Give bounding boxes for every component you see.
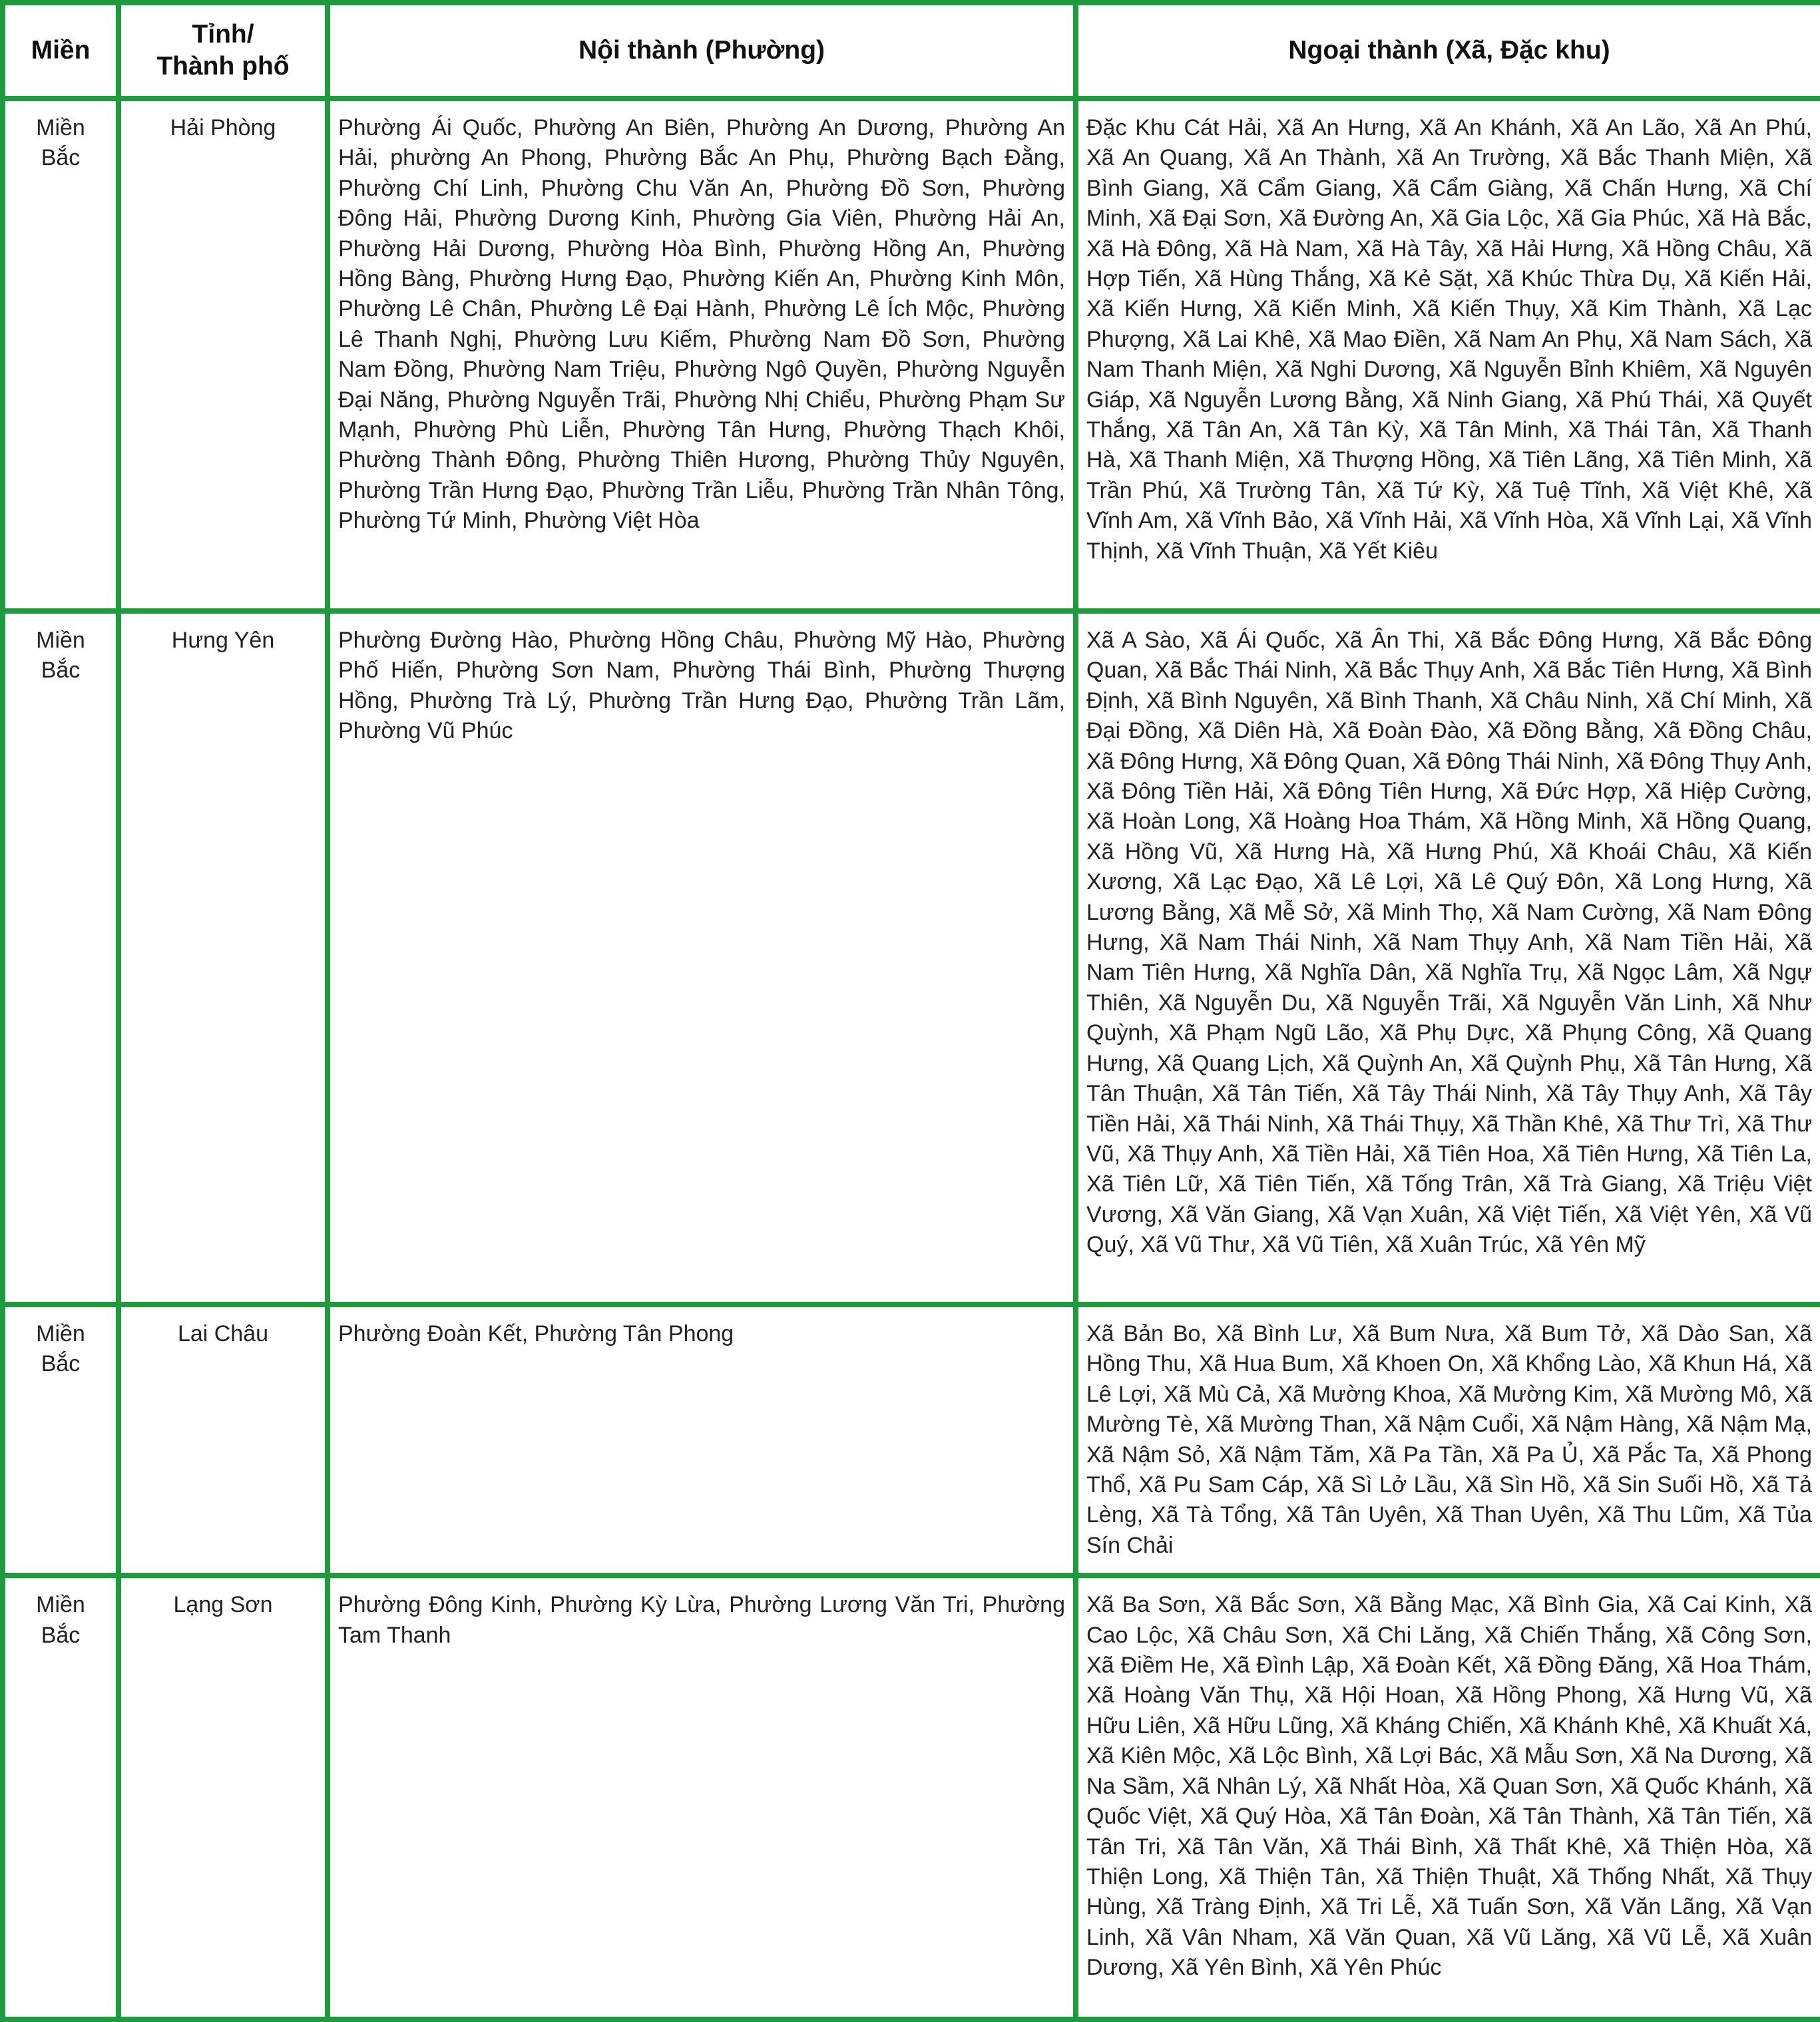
- mien-line1: Miền: [36, 628, 85, 653]
- header-noi-thanh: Nội thành (Phường): [328, 3, 1076, 99]
- cell-ngoai-thanh: Đặc Khu Cát Hải, Xã An Hưng, Xã An Khánh, Xã An Lão, Xã An Phú, Xã An Quang, Xã An Thành, Xã An Trường, Xã Bắc Thanh Miện, Xã Bình Giang, Xã Cẩm Giang, Xã Cẩm Giàng, Xã Chấn Hưng, Xã Chí Minh, Xã Đại Sơn, Xã Đường An, Xã Gia Lộc, Xã Gia Phúc, Xã Hà Bắc, Xã Hà Đông, Xã Hà Nam, Xã Hà Tây, Xã Hải Hưng, Xã Hồng Châu, Xã Hợp Tiến, Xã Hùng Thắng, Xã Kẻ Sặt, Xã Khúc Thừa Dụ, Xã Kiến Hải, Xã Kiến Hưng, Xã Kiến Minh, Xã Kiến Thụy, Xã Kim Thành, Xã Lạc Phượng, Xã Lai Khê, Xã Mao Điền, Xã Nam An Phụ, Xã Nam Sách, Xã Nam Thanh Miện, Xã Nghi Dương, Xã Nguyễn Bỉnh Khiêm, Xã Nguyên Giáp, Xã Nguyễn Lương Bằng, Xã Ninh Giang, Xã Phú Thái, Xã Quyết Thắng, Xã Tân An, Xã Tân Kỳ, Xã Tân Minh, Xã Thái Tân, Xã Thanh Hà, Xã Thanh Miện, Xã Thượng Hồng, Xã Tiên Lãng, Xã Tiên Minh, Xã Trần Phú, Xã Trường Tân, Xã Tứ Kỳ, Xã Tuệ Tĩnh, Xã Việt Khê, Xã Vĩnh Am, Xã Vĩnh Bảo, Xã Vĩnh Hải, Xã Vĩnh Hòa, Xã Vĩnh Lại, Xã Vĩnh Thịnh, Xã Vĩnh Thuận, Xã Yết Kiêu: [1076, 99, 1820, 611]
- mien-line1: Miền: [36, 1592, 85, 1618]
- cell-mien: [3, 1305, 118, 1575]
- cell-mien: [3, 99, 118, 611]
- header-row: [3, 3, 1820, 99]
- mien-line1: Miền: [36, 1321, 85, 1346]
- cell-ngoai-thanh: Xã Bản Bo, Xã Bình Lư, Xã Bum Nưa, Xã Bum Tở, Xã Dào San, Xã Hồng Thu, Xã Hua Bum, Xã Khoen On, Xã Khổng Lào, Xã Khun Há, Xã Lê Lợi, Xã Mù Cả, Xã Mường Khoa, Xã Mường Kim, Xã Mường Mô, Xã Mường Tè, Xã Mường Than, Xã Nậm Cuổi, Xã Nậm Hàng, Xã Nậm Mạ, Xã Nậm Sỏ, Xã Nậm Tăm, Xã Pa Tần, Xã Pa Ủ, Xã Pắc Ta, Xã Phong Thổ, Xã Pu Sam Cáp, Xã Sì Lở Lầu, Xã Sìn Hồ, Xã Sin Suối Hồ, Xã Tả Lèng, Xã Tà Tổng, Xã Tân Uyên, Xã Than Uyên, Xã Thu Lũm, Xã Tủa Sín Chải: [1076, 1305, 1820, 1575]
- cell-ngoai-thanh: Xã Ba Sơn, Xã Bắc Sơn, Xã Bằng Mạc, Xã Bình Gia, Xã Cai Kinh, Xã Cao Lộc, Xã Châu Sơn, Xã Chi Lăng, Xã Chiến Thắng, Xã Công Sơn, Xã Điềm He, Xã Đình Lập, Xã Đoàn Kết, Xã Đồng Đăng, Xã Hoa Thám, Xã Hoàng Văn Thụ, Xã Hội Hoan, Xã Hồng Phong, Xã Hưng Vũ, Xã Hữu Liên, Xã Hữu Lũng, Xã Kháng Chiến, Xã Khánh Khê, Xã Khuất Xá, Xã Kiên Mộc, Xã Lộc Bình, Xã Lợi Bác, Xã Mẫu Sơn, Xã Na Dương, Xã Na Sầm, Xã Nhân Lý, Xã Nhất Hòa, Xã Quan Sơn, Xã Quốc Khánh, Xã Quốc Việt, Xã Quý Hòa, Xã Tân Đoàn, Xã Tân Thành, Xã Tân Tiến, Xã Tân Tri, Xã Tân Văn, Xã Thái Bình, Xã Thất Khê, Xã Thiện Hòa, Xã Thiện Long, Xã Thiện Tân, Xã Thiện Thuật, Xã Thống Nhất, Xã Thụy Hùng, Xã Tràng Định, Xã Tri Lễ, Xã Tuấn Sơn, Xã Văn Lãng, Xã Vạn Linh, Xã Vân Nham, Xã Văn Quan, Xã Vũ Lăng, Xã Vũ Lễ, Xã Xuân Dương, Xã Yên Bình, Xã Yên Phúc: [1076, 1575, 1820, 2019]
- cell-mien: [3, 611, 118, 1305]
- cell-tinh: Hải Phòng: [118, 99, 328, 611]
- cell-noi-thanh: Phường Đường Hào, Phường Hồng Châu, Phường Mỹ Hào, Phường Phố Hiến, Phường Sơn Nam, Phường Thái Bình, Phường Thượng Hồng, Phường Trà Lý, Phường Trần Hưng Đạo, Phường Trần Lãm, Phường Vũ Phúc: [328, 611, 1076, 1305]
- mien-line2: Bắc: [41, 658, 81, 684]
- cell-tinh: Lạng Sơn: [118, 1575, 328, 2019]
- table-row: [3, 611, 1820, 1305]
- mien-line2: Bắc: [41, 1622, 81, 1648]
- cell-noi-thanh: Phường Đông Kinh, Phường Kỳ Lừa, Phường Lương Văn Tri, Phường Tam Thanh: [328, 1575, 1076, 2019]
- table-row: [3, 99, 1820, 611]
- cell-ngoai-thanh: Xã A Sào, Xã Ái Quốc, Xã Ân Thi, Xã Bắc Đông Hưng, Xã Bắc Đông Quan, Xã Bắc Thái Ninh, Xã Bắc Thụy Anh, Xã Bắc Tiên Hưng, Xã Bình Định, Xã Bình Nguyên, Xã Bình Thanh, Xã Châu Ninh, Xã Chí Minh, Xã Đại Đồng, Xã Diên Hà, Xã Đoàn Đào, Xã Đồng Bằng, Xã Đồng Châu, Xã Đông Hưng, Xã Đông Quan, Xã Đông Thái Ninh, Xã Đông Thụy Anh, Xã Đông Tiền Hải, Xã Đông Tiên Hưng, Xã Đức Hợp, Xã Hiệp Cường, Xã Hoàn Long, Xã Hoàng Hoa Thám, Xã Hồng Minh, Xã Hồng Quang, Xã Hồng Vũ, Xã Hưng Hà, Xã Hưng Phú, Xã Khoái Châu, Xã Kiến Xương, Xã Lạc Đạo, Xã Lê Lợi, Xã Lê Quý Đôn, Xã Long Hưng, Xã Lương Bằng, Xã Mễ Sở, Xã Minh Thọ, Xã Nam Cường, Xã Nam Đông Hưng, Xã Nam Thái Ninh, Xã Nam Thụy Anh, Xã Nam Tiền Hải, Xã Nam Tiên Hưng, Xã Nghĩa Dân, Xã Nghĩa Trụ, Xã Ngọc Lâm, Xã Ngự Thiên, Xã Nguyễn Du, Xã Nguyễn Trãi, Xã Nguyễn Văn Linh, Xã Như Quỳnh, Xã Phạm Ngũ Lão, Xã Phụ Dực, Xã Phụng Công, Xã Quang Hưng, Xã Quang Lịch, Xã Quỳnh An, Xã Quỳnh Phụ, Xã Tân Hưng, Xã Tân Thuận, Xã Tân Tiến, Xã Tây Thái Ninh, Xã Tây Thụy Anh, Xã Tây Tiền Hải, Xã Thái Ninh, Xã Thái Thụy, Xã Thần Khê, Xã Thư Trì, Xã Thư Vũ, Xã Thụy Anh, Xã Tiền Hải, Xã Tiên Hoa, Xã Tiên Hưng, Xã Tiên La, Xã Tiên Lữ, Xã Tiên Tiến, Xã Tống Trân, Xã Trà Giang, Xã Triệu Việt Vương, Xã Văn Giang, Xã Vạn Xuân, Xã Việt Tiến, Xã Việt Yên, Xã Vũ Quý, Xã Vũ Thư, Xã Vũ Tiên, Xã Xuân Trúc, Xã Yên Mỹ: [1076, 611, 1820, 1305]
- cell-noi-thanh: Phường Đoàn Kết, Phường Tân Phong: [328, 1305, 1076, 1575]
- header-tinh: [118, 3, 328, 99]
- table-row: [3, 1305, 1820, 1575]
- mien-line1: Miền: [36, 115, 85, 140]
- cell-tinh: Lai Châu: [118, 1305, 328, 1575]
- header-mien: Miền: [3, 3, 118, 99]
- header-ngoai-thanh: Ngoại thành (Xã, Đặc khu): [1076, 3, 1820, 99]
- cell-noi-thanh: Phường Ái Quốc, Phường An Biên, Phường An Dương, Phường An Hải, phường An Phong, Phường Bắc An Phụ, Phường Bạch Đằng, Phường Chí Linh, Phường Chu Văn An, Phường Đồ Sơn, Phường Đông Hải, Phường Dương Kinh, Phường Gia Viên, Phường Hải An, Phường Hải Dương, Phường Hòa Bình, Phường Hồng An, Phường Hồng Bàng, Phường Hưng Đạo, Phường Kiến An, Phường Kinh Môn, Phường Lê Chân, Phường Lê Đại Hành, Phường Lê Ích Mộc, Phường Lê Thanh Nghị, Phường Lưu Kiếm, Phường Nam Đồ Sơn, Phường Nam Đồng, Phường Nam Triệu, Phường Ngô Quyền, Phường Nguyễn Đại Năng, Phường Nguyễn Trãi, Phường Nhị Chiểu, Phường Phạm Sư Mạnh, Phường Phù Liễn, Phường Tân Hưng, Phường Thạch Khôi, Phường Thành Đông, Phường Thiên Hương, Phường Thủy Nguyên, Phường Trần Hưng Đạo, Phường Trần Liễu, Phường Trần Nhân Tông, Phường Tứ Minh, Phường Việt Hòa: [328, 99, 1076, 611]
- cell-tinh: Hưng Yên: [118, 611, 328, 1305]
- table-row: [3, 1575, 1820, 2019]
- cell-mien: [3, 1575, 118, 2019]
- mien-line2: Bắc: [41, 1351, 81, 1377]
- header-tinh-line1: Tỉnh/: [192, 20, 254, 49]
- header-tinh-line2: Thành phố: [156, 52, 290, 81]
- mien-line2: Bắc: [41, 145, 81, 171]
